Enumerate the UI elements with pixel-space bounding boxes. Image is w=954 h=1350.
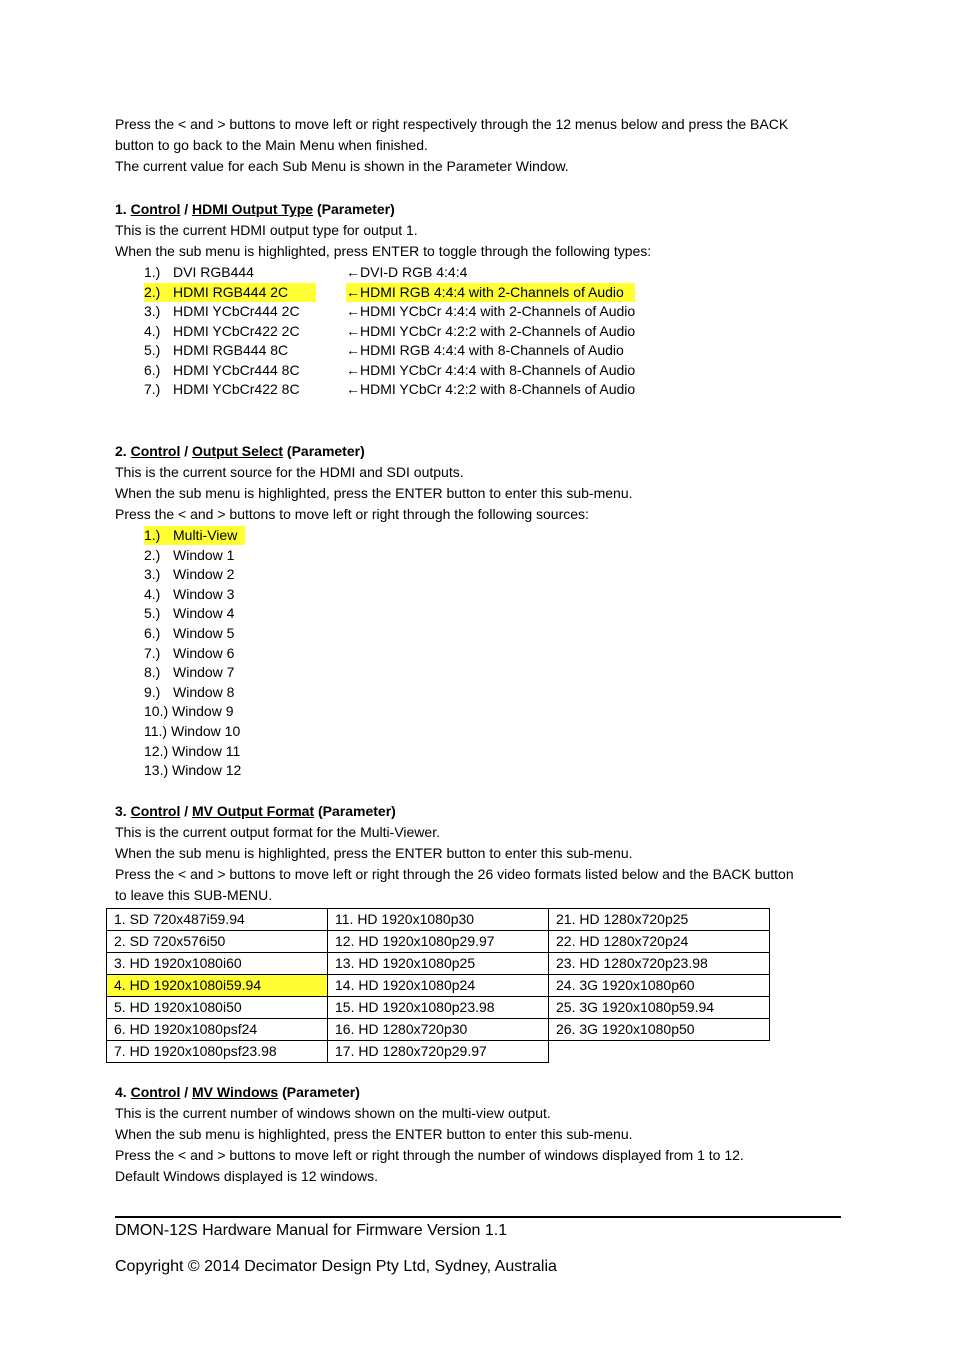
table-cell: 1. SD 720x487i59.94 (107, 909, 328, 931)
list-item (144, 702, 233, 721)
table-cell: 15. HD 1920x1080p23.98 (328, 997, 549, 1019)
video-format-table (106, 908, 770, 1063)
section-2-line-1: This is the current source for the HDMI and SDI outputs. (115, 464, 464, 480)
section-4-line-2: When the sub menu is highlighted, press the ENTER button to enter this sub-menu. (115, 1126, 633, 1142)
section-2-separator: / (180, 443, 193, 459)
list-item (144, 742, 240, 761)
item-name: HDMI YCbCr444 8C (173, 361, 300, 378)
table-row (107, 975, 770, 997)
table-cell: 14. HD 1920x1080p24 (328, 975, 549, 997)
intro-line-2: button to go back to the Main Menu when finished. (115, 137, 428, 153)
table-cell: 23. HD 1280x720p23.98 (549, 953, 770, 975)
item-name: Multi-View (173, 527, 238, 543)
item-name: Window 5 (173, 625, 235, 641)
output-source-list (144, 526, 344, 782)
item-number: 3.) (144, 303, 161, 319)
item-description: ←HDMI YCbCr 4:2:2 with 8-Channels of Audio (346, 381, 636, 397)
section-2-menu: Control (130, 443, 181, 459)
table-cell: 17. HD 1280x720p29.97 (328, 1041, 549, 1063)
item-name: HDMI RGB444 8C (173, 342, 289, 358)
item-description: ←HDMI RGB 4:4:4 with 8-Channels of Audio (346, 342, 624, 358)
item-name: HDMI RGB444 2C (173, 283, 289, 300)
table-cell: 5. HD 1920x1080i50 (107, 997, 328, 1019)
section-3-param: (Parameter) (314, 803, 396, 819)
item-name: HDMI YCbCr422 8C (173, 381, 300, 397)
footer-divider (115, 1216, 841, 1218)
table-cell: 16. HD 1280x720p30 (328, 1019, 549, 1041)
section-4-param: (Parameter) (278, 1084, 360, 1100)
item-name: DVI RGB444 (173, 264, 254, 280)
section-3-line-3: Press the < and > buttons to move left or right through the 26 video formats listed below and the BACK button (115, 866, 794, 882)
section-1-line-1: This is the current HDMI output type for output 1. (115, 222, 418, 238)
section-2-heading (115, 441, 365, 462)
list-item (144, 761, 241, 780)
item-number: 8.) (144, 664, 161, 681)
item-number: 10.) (144, 703, 169, 720)
item-number: 6.) (144, 625, 161, 641)
section-1-menu: Control (130, 201, 181, 217)
item-name: Window 9 (172, 703, 234, 720)
item-description: ←HDMI YCbCr 4:4:4 with 8-Channels of Audio (346, 361, 636, 378)
footer-copyright: Copyright © 2014 Decimator Design Pty Ltd, Sydney, Australia (115, 1258, 557, 1275)
section-2-number: 2. (115, 443, 131, 459)
item-name: Window 8 (173, 683, 235, 700)
table-row (107, 909, 770, 931)
item-number: 4.) (144, 585, 161, 602)
table-row (107, 953, 770, 975)
item-number: 3.) (144, 566, 161, 583)
item-description: ←HDMI YCbCr 4:2:2 with 2-Channels of Audio (346, 322, 636, 339)
item-number: 1.) (144, 527, 161, 543)
section-4-submenu: MV Windows (192, 1084, 279, 1100)
item-number: 6.) (144, 361, 161, 378)
table-cell: 25. 3G 1920x1080p59.94 (549, 997, 770, 1019)
item-number: 4.) (144, 322, 161, 339)
table-row (107, 997, 770, 1019)
item-number: 7.) (144, 381, 161, 397)
table-cell: 3. HD 1920x1080i60 (107, 953, 328, 975)
section-1-line-2: When the sub menu is highlighted, press ENTER to toggle through the following types: (115, 243, 652, 259)
item-name: HDMI YCbCr444 2C (173, 303, 300, 319)
section-2-line-3: Press the < and > buttons to move left or right through the following sources: (115, 506, 589, 522)
item-number: 9.) (144, 683, 161, 700)
section-3-submenu: MV Output Format (192, 803, 315, 819)
hdmi-type-list (144, 263, 644, 403)
item-number: 1.) (144, 264, 161, 280)
table-cell: 2. SD 720x576i50 (107, 931, 328, 953)
item-name: Window 1 (173, 546, 235, 563)
item-number: 7.) (144, 644, 161, 661)
table-cell: 13. HD 1920x1080p25 (328, 953, 549, 975)
item-description: ←DVI-D RGB 4:4:4 (346, 264, 468, 280)
section-4-separator: / (180, 1084, 193, 1100)
item-name: Window 6 (173, 644, 235, 661)
section-2-line-2: When the sub menu is highlighted, press the ENTER button to enter this sub-menu. (115, 485, 633, 501)
section-1-submenu: HDMI Output Type (192, 201, 314, 217)
section-2-param: (Parameter) (283, 443, 365, 459)
table-row (107, 1041, 770, 1063)
section-1-param: (Parameter) (313, 201, 395, 217)
section-3-separator: / (180, 803, 193, 819)
item-number: 2.) (144, 283, 161, 300)
item-name: Window 3 (173, 585, 235, 602)
item-name: Window 12 (172, 762, 242, 779)
footer-title: DMON-12S Hardware Manual for Firmware Version 1.1 (115, 1222, 508, 1239)
table-cell: 21. HD 1280x720p25 (549, 909, 770, 931)
section-4-line-3: Press the < and > buttons to move left or right through the number of windows displayed from 1 to 12. (115, 1147, 744, 1163)
table-cell: 26. 3G 1920x1080p50 (549, 1019, 770, 1041)
table-row (107, 931, 770, 953)
item-name: Window 10 (170, 723, 241, 739)
item-name: Window 4 (173, 605, 235, 622)
section-3-number: 3. (115, 803, 131, 819)
section-3-line-2: When the sub menu is highlighted, press the ENTER button to enter this sub-menu. (115, 845, 633, 861)
table-row (107, 1019, 770, 1041)
item-name: HDMI YCbCr422 2C (173, 322, 300, 339)
section-3-line-4: to leave this SUB-MENU. (115, 887, 273, 903)
item-number: 5.) (144, 342, 161, 358)
table-cell: 6. HD 1920x1080psf24 (107, 1019, 328, 1041)
intro-line-1: Press the < and > buttons to move left or right respectively through the 12 menus below and press the BACK (115, 116, 789, 132)
table-cell-highlighted: 4. HD 1920x1080i59.94 (107, 975, 328, 997)
item-number: 2.) (144, 546, 161, 563)
item-description: ←HDMI YCbCr 4:4:4 with 2-Channels of Audio (346, 303, 636, 319)
section-4-menu: Control (130, 1084, 181, 1100)
section-1-heading (115, 199, 395, 220)
section-4-line-4: Default Windows displayed is 12 windows. (115, 1168, 379, 1184)
section-4-line-1: This is the current number of windows shown on the multi-view output. (115, 1105, 551, 1121)
item-number: 5.) (144, 605, 161, 622)
table-cell: 22. HD 1280x720p24 (549, 931, 770, 953)
item-description: ←HDMI RGB 4:4:4 with 2-Channels of Audio (346, 283, 624, 300)
table-cell: 24. 3G 1920x1080p60 (549, 975, 770, 997)
list-item (144, 722, 240, 741)
section-4-number: 4. (115, 1084, 131, 1100)
table-cell: 11. HD 1920x1080p30 (328, 909, 549, 931)
section-3-heading (115, 801, 396, 822)
section-3-menu: Control (130, 803, 181, 819)
intro-line-3: The current value for each Sub Menu is shown in the Parameter Window. (115, 158, 569, 174)
item-name: Window 2 (173, 566, 235, 583)
section-1-separator: / (180, 201, 193, 217)
section-1-number: 1. (115, 201, 131, 217)
section-2-submenu: Output Select (192, 443, 284, 459)
item-name: Window 7 (173, 664, 235, 681)
table-cell: 7. HD 1920x1080psf23.98 (107, 1041, 328, 1063)
item-number: 13.) (144, 762, 169, 779)
table-cell: 12. HD 1920x1080p29.97 (328, 931, 549, 953)
section-4-heading (115, 1082, 360, 1103)
item-name: Window 11 (172, 742, 241, 759)
item-number: 12.) (144, 742, 169, 759)
item-number: 11.) (144, 723, 168, 739)
section-3-line-1: This is the current output format for the Multi-Viewer. (115, 824, 440, 840)
table-cell-empty (549, 1041, 770, 1063)
